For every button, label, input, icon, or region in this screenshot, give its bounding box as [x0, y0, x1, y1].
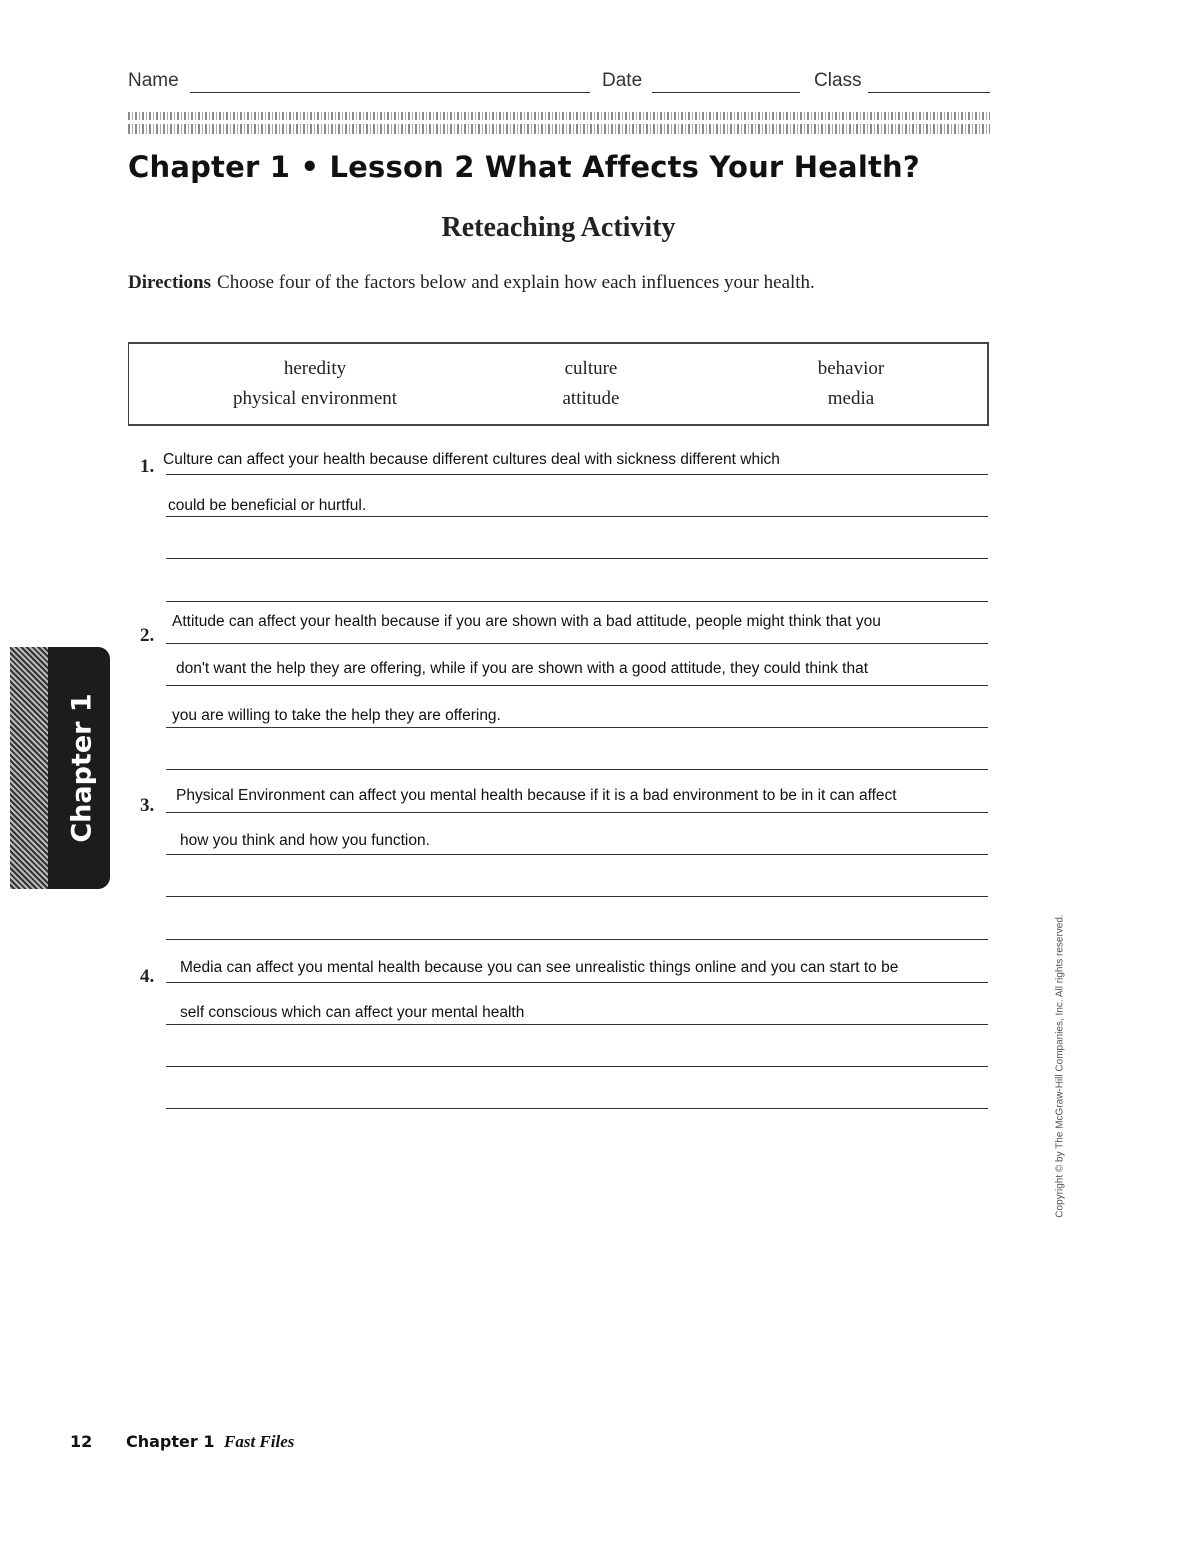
header-row [128, 70, 990, 96]
answer-text: don't want the help they are offering, while if you are shown with a good attitude, they could think that [176, 660, 868, 677]
answer-text: how you think and how you function. [180, 832, 430, 849]
footer-book-title: Fast Files [224, 1432, 295, 1451]
directions-text: Choose four of the factors below and explain how each influences your health. [217, 272, 815, 293]
question-number: 3. [140, 795, 155, 816]
answer-line[interactable] [166, 812, 988, 813]
copyright-notice: Copyright © by The McGraw-Hill Companies, Inc. All rights reserved. [1054, 914, 1066, 1218]
page-number: 12 [70, 1432, 93, 1451]
answer-text: self conscious which can affect your mental health [180, 1004, 525, 1021]
date-field[interactable] [652, 92, 800, 93]
answer-line[interactable] [166, 1066, 988, 1067]
answer-text: could be beneficial or hurtful. [168, 497, 367, 514]
answer-line[interactable] [166, 474, 988, 475]
factor-box [128, 342, 989, 426]
footer-chapter: Chapter 1 [126, 1432, 215, 1451]
answer-line[interactable] [166, 1024, 988, 1025]
page-title: Chapter 1 • Lesson 2 What Affects Your Health? [128, 150, 920, 184]
answer-line[interactable] [166, 896, 988, 897]
answer-line[interactable] [166, 643, 988, 644]
class-field[interactable] [868, 92, 990, 93]
answer-line[interactable] [166, 982, 988, 983]
name-field[interactable] [190, 92, 590, 93]
answer-line[interactable] [166, 685, 988, 686]
answer-text: Physical Environment can affect you mental health because if it is a bad environment to be in it can affect [176, 787, 897, 804]
answer-text: you are willing to take the help they are offering. [172, 707, 501, 724]
decorative-rule [128, 112, 990, 134]
directions-label: Directions [128, 272, 212, 293]
page-subtitle: Reteaching Activity [441, 212, 676, 243]
answer-line[interactable] [166, 516, 988, 517]
question-number: 4. [140, 966, 155, 987]
date-label: Date [602, 70, 643, 91]
answer-text: Media can affect you mental health because you can see unrealistic things online and you can start to be [180, 959, 899, 976]
question-number: 1. [140, 456, 155, 477]
factor-culture: culture [564, 358, 618, 379]
answer-line[interactable] [166, 854, 988, 855]
answer-line[interactable] [166, 939, 988, 940]
class-label: Class [814, 70, 862, 91]
factor-physical-environment: physical environment [232, 388, 398, 409]
answer-line[interactable] [166, 558, 988, 559]
question-number: 2. [140, 625, 155, 646]
factor-attitude: attitude [562, 388, 620, 409]
answer-text: Attitude can affect your health because if you are shown with a bad attitude, people might think that you [172, 613, 881, 630]
answer-text: Culture can affect your health because different cultures deal with sickness different which [163, 451, 780, 468]
answer-line[interactable] [166, 727, 988, 728]
chapter-side-tab-label: Chapter 1 [66, 693, 98, 843]
name-label: Name [128, 70, 179, 91]
answer-line[interactable] [166, 769, 988, 770]
directions [128, 270, 888, 296]
factor-heredity: heredity [283, 358, 347, 379]
side-tab-texture [10, 647, 48, 889]
factor-media: media [827, 388, 875, 409]
answer-line[interactable] [166, 601, 988, 602]
answer-line[interactable] [166, 1108, 988, 1109]
factor-behavior: behavior [817, 358, 885, 379]
